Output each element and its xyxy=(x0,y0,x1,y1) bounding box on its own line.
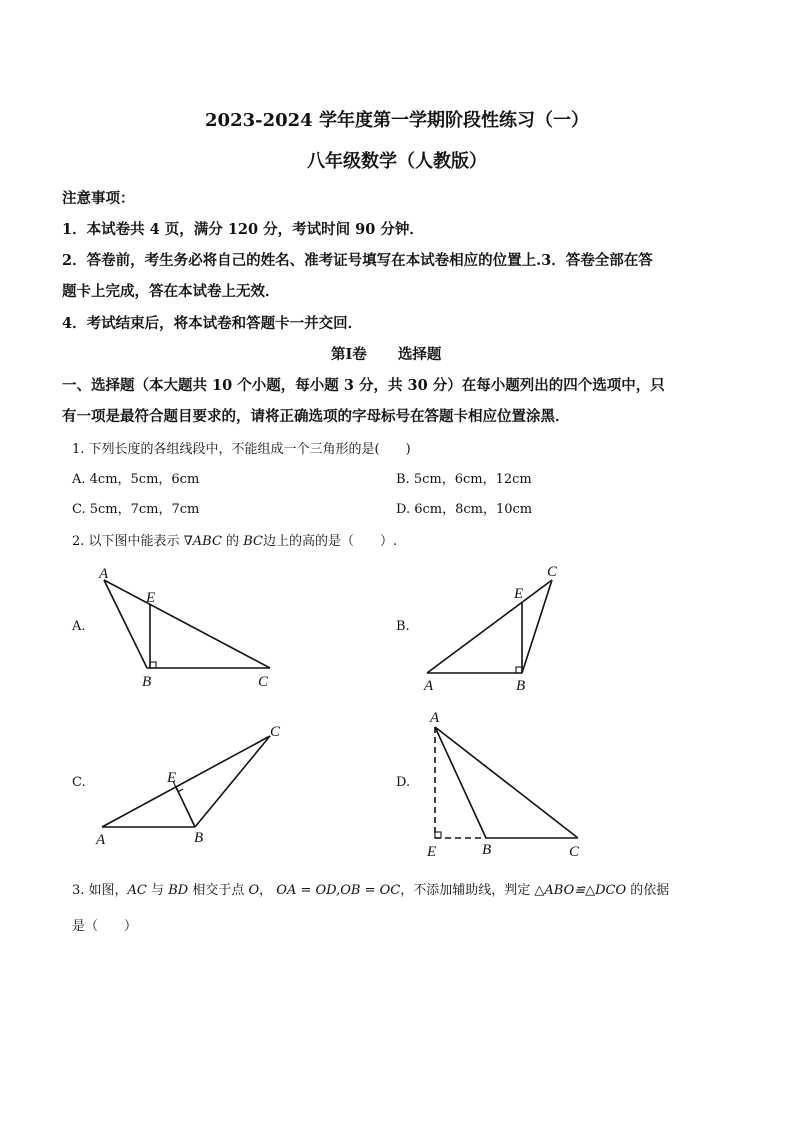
question-3-stem-line1 xyxy=(72,879,669,898)
section-instructions-line1: 一、选择题（本大题共 10 个小题，每小题 3 分，共 30 分）在每小题列出的四个选项中，只 xyxy=(62,377,665,394)
q1-option-b: B. 5cm，6cm，12cm xyxy=(396,472,532,487)
fig-b-label-a: A xyxy=(424,678,434,692)
q3-text-5: ，不添加辅助线，判定 xyxy=(400,883,531,898)
question-1-stem: 1. 下列长度的各组线段中，不能组成一个三角形的是( ) xyxy=(72,442,411,457)
fig-b-side-bc xyxy=(522,580,552,673)
part-heading xyxy=(331,343,441,364)
exam-subtitle: 八年级数学（人教版） xyxy=(307,151,487,172)
q3-text-1: 3. 如图， xyxy=(72,883,128,898)
notice-item-2-line1: 2．答卷前，考生务必将自己的姓名、准考证号填写在本试卷相应的位置上.3．答卷全部在答 xyxy=(62,252,653,269)
fig-b-label-c: C xyxy=(547,564,558,580)
q2-option-d-label: D. xyxy=(396,775,411,790)
section-instructions-line2: 有一项是最符合题目要求的，请将正确选项的字母标号在答题卡相应位置涂黑． xyxy=(62,408,570,425)
q3-text-6: 的依据 xyxy=(630,883,670,898)
fig-a-label-b: B xyxy=(142,674,152,690)
q3-math-ac: AC xyxy=(127,883,147,898)
q2-figure-a xyxy=(90,560,290,692)
q3-math-congruence: △ABO≌△DCO xyxy=(534,883,627,898)
q2-option-a-label: A. xyxy=(72,619,86,634)
q3-math-o: O xyxy=(248,883,260,898)
question-2-stem xyxy=(72,530,397,549)
fig-b-side-ac xyxy=(427,580,552,673)
question-3-stem-line2: 是（ ） xyxy=(72,919,138,934)
fig-b-right-angle-mark xyxy=(516,667,522,673)
fig-d-label-e: E xyxy=(427,844,437,860)
fig-d-right-angle-mark xyxy=(435,832,441,838)
fig-c-label-b: B xyxy=(194,830,204,846)
q3-text-2: 与 xyxy=(151,883,165,898)
q3-math-conditions: OA = OD,OB = OC xyxy=(276,883,401,898)
fig-c-label-c: C xyxy=(270,724,281,740)
q3-text-4: ， xyxy=(259,883,273,898)
fig-c-side-ac xyxy=(102,736,270,827)
fig-a-side-ab xyxy=(104,580,147,668)
fig-d-label-c: C xyxy=(569,844,580,860)
q2-stem-part-a: 2. 以下图中能表示 xyxy=(72,534,180,549)
q3-math-bd: BD xyxy=(168,883,189,898)
q1-option-d: D. 6cm，8cm，10cm xyxy=(396,502,533,517)
q1-option-a: A. 4cm，5cm，6cm xyxy=(72,472,200,487)
q2-stem-part-c: 边上的高的是（ ）. xyxy=(262,534,398,549)
fig-b-label-b: B xyxy=(516,678,526,692)
fig-c-side-bc xyxy=(195,736,270,827)
part-name: 选择题 xyxy=(397,346,442,363)
fig-d-label-a: A xyxy=(430,710,440,726)
q2-triangle-name: ∇ABC xyxy=(183,534,222,549)
notice-item-4: 4．考试结束后，将本试卷和答题卡一并交回． xyxy=(62,315,363,332)
fig-c-segment-be xyxy=(176,787,195,827)
fig-d-side-ab xyxy=(435,727,486,838)
fig-d-side-ac xyxy=(435,727,578,838)
q2-figure-b xyxy=(415,560,575,692)
fig-a-side-ac xyxy=(104,580,270,668)
fig-a-label-c: C xyxy=(258,674,269,690)
part-label: 第Ⅰ卷 xyxy=(331,346,367,363)
fig-c-label-e: E xyxy=(167,770,177,786)
fig-b-label-e: E xyxy=(514,586,524,602)
fig-a-right-angle-mark xyxy=(150,662,156,668)
q2-option-c-label: C. xyxy=(72,775,86,790)
q3-text-3: 相交于点 xyxy=(192,883,245,898)
q2-side-name: BC xyxy=(243,534,263,549)
q1-option-c: C. 5cm，7cm，7cm xyxy=(72,502,200,517)
q2-stem-part-b: 的 xyxy=(226,534,240,549)
fig-c-label-a: A xyxy=(96,832,106,848)
notice-item-1: 1．本试卷共 4 页，满分 120 分，考试时间 90 分钟． xyxy=(62,221,424,238)
fig-d-label-b: B xyxy=(482,842,492,858)
q2-option-b-label: B. xyxy=(396,619,410,634)
exam-title: 2023-2024 学年度第一学期阶段性练习（一） xyxy=(205,110,589,131)
fig-a-label-a: A xyxy=(99,566,109,582)
fig-a-label-e: E xyxy=(146,590,156,606)
notice-heading: 注意事项： xyxy=(62,190,135,207)
notice-item-2-line2: 题卡上完成，答在本试卷上无效． xyxy=(62,283,280,300)
q2-figure-c xyxy=(90,718,295,850)
q2-figure-d xyxy=(415,702,595,862)
